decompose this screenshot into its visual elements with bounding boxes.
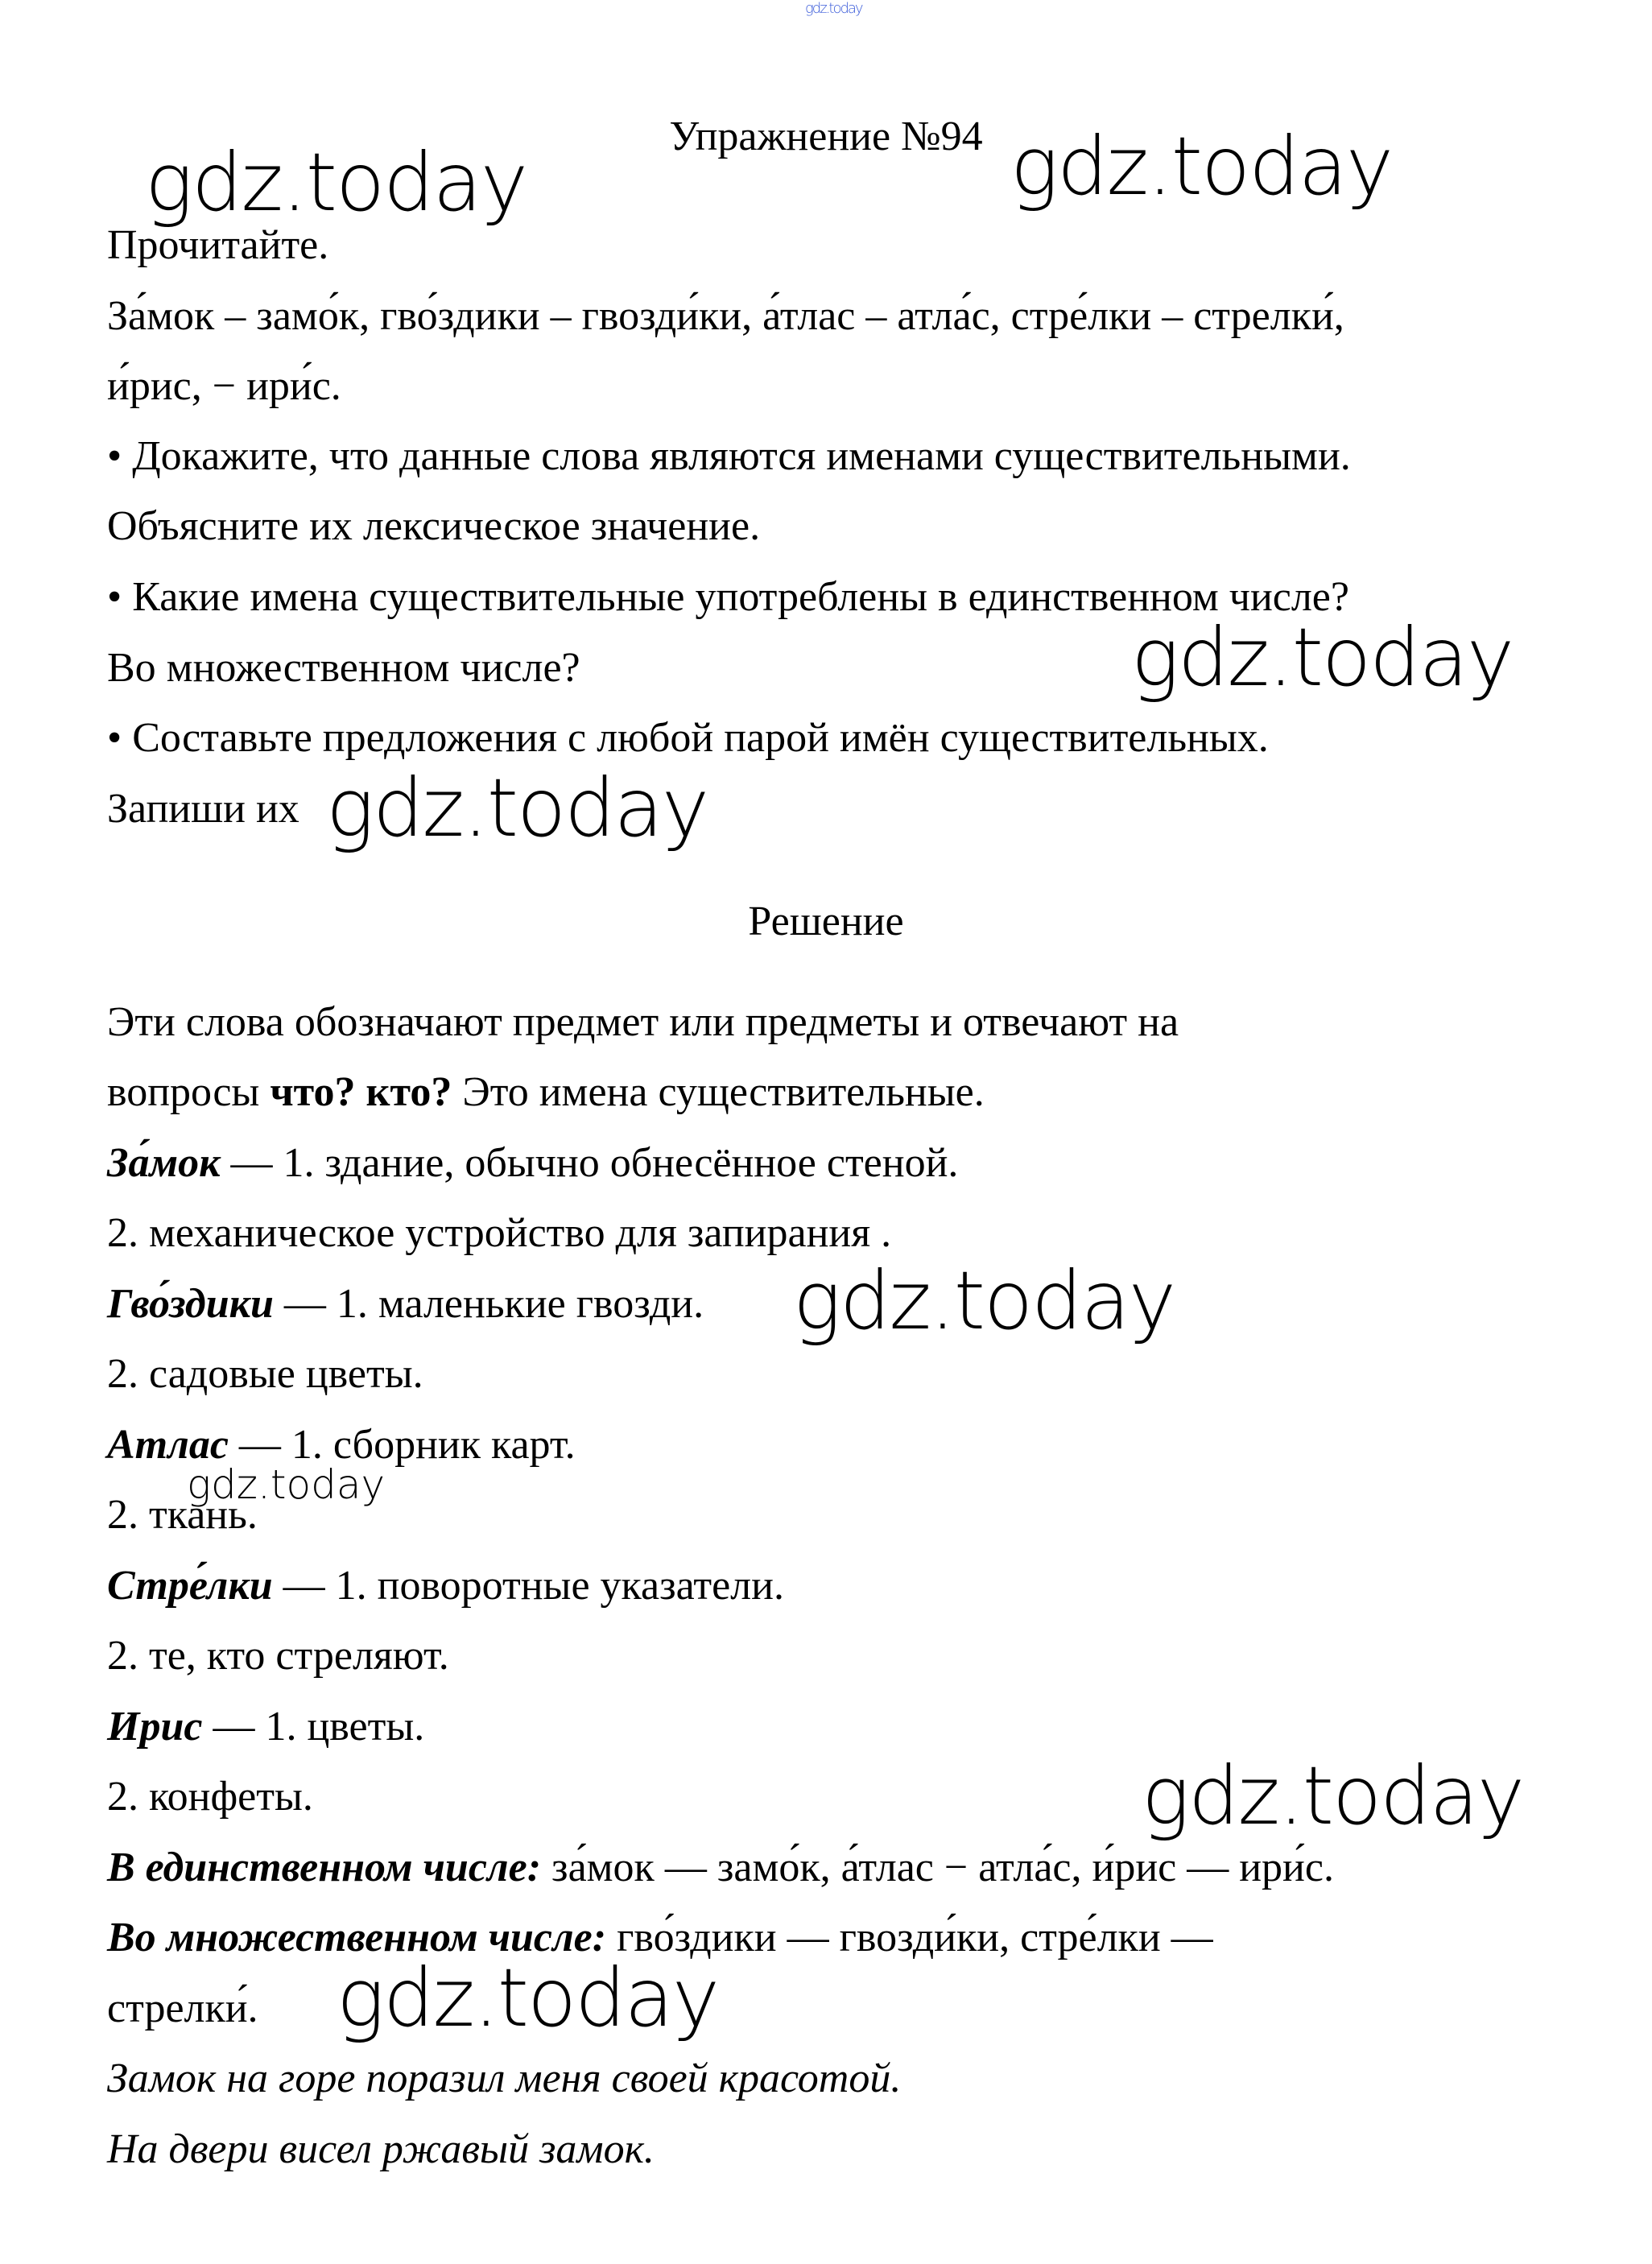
entry-zamok-def2: 2. механическое устройство для запирания . <box>107 1210 892 1256</box>
plural-line2: стрелки́. <box>107 1985 258 2031</box>
plural-line: Во множественном числе: гво́здики — гвозди́ки, стре́лки — <box>107 1915 1213 1960</box>
entry-iris-def2: 2. конфеты. <box>107 1774 313 1820</box>
singular-label: В единственном числе: <box>107 1845 542 1890</box>
watermark: gdz.today <box>1010 119 1393 213</box>
example-sentence-2: На двери висел ржавый замок. <box>107 2126 655 2172</box>
entry-zamok-def1: За́мок — 1. здание, обычно обнесённое стеной. <box>107 1140 959 1186</box>
entry-term: За́мок <box>107 1140 221 1186</box>
entry-strelki-def2: 2. те, кто стреляют. <box>107 1633 449 1679</box>
task-question2-line1: • Какие имена существительные употреблены в единственном числе? <box>107 574 1349 620</box>
solution-heading: Решение <box>748 899 904 944</box>
entry-term: Гво́здики <box>107 1281 274 1327</box>
entry-term: Ирис <box>107 1704 203 1750</box>
singular-line: В единственном числе: за́мок — замо́к, а́тлас − атла́с, и́рис — ири́с. <box>107 1845 1334 1890</box>
watermark: gdz.today <box>187 1461 386 1508</box>
watermark: gdz.today <box>1142 1749 1524 1843</box>
task-question1-line2: Объясните их лексическое значение. <box>107 503 761 549</box>
entry-term: Стре́лки <box>107 1563 273 1609</box>
example-sentence-1: Замок на горе поразил меня своей красотой. <box>107 2055 902 2101</box>
plural-label: Во множественном числе: <box>107 1915 607 1960</box>
page-title: Упражнение №94 <box>669 114 983 159</box>
watermark: gdz.today <box>337 1951 719 2045</box>
watermark: gdz.today <box>1131 610 1514 704</box>
header-watermark: gdz.today <box>805 0 862 17</box>
task-read: Прочитайте. <box>107 222 329 268</box>
task-words-line2: и́рис, − ири́с. <box>107 363 341 409</box>
questions-bold: что? кто? <box>270 1069 452 1115</box>
task-question1-line1: • Докажите, что данные слова являются именами существительными. <box>107 433 1351 479</box>
entry-gvozdiki-def1: Гво́здики — 1. маленькие гвозди. <box>107 1281 704 1327</box>
entry-term: Атлас <box>107 1422 229 1468</box>
entry-atlas-def1: Атлас — 1. сборник карт. <box>107 1422 576 1468</box>
solution-intro-line2: вопросы что? кто? Это имена существительные. <box>107 1069 985 1115</box>
entry-strelki-def1: Стре́лки — 1. поворотные указатели. <box>107 1563 784 1609</box>
entry-iris-def1: Ирис — 1. цветы. <box>107 1704 425 1750</box>
entry-atlas-def2: 2. ткань. <box>107 1492 258 1538</box>
entry-gvozdiki-def2: 2. садовые цветы. <box>107 1351 423 1397</box>
watermark: gdz.today <box>145 135 527 229</box>
task-question3-line2: Запиши их <box>107 786 299 832</box>
task-words-line1: За́мок – замо́к, гво́здики – гвозди́ки, а́тлас – атла́с, стре́лки – стрелки́, <box>107 293 1344 339</box>
watermark: gdz.today <box>326 761 708 855</box>
task-question2-line2: Во множественном числе? <box>107 645 580 691</box>
task-question3-line1: • Составьте предложения с любой парой имён существительных. <box>107 715 1269 761</box>
solution-intro-line1: Эти слова обозначают предмет или предметы и отвечают на <box>107 999 1179 1045</box>
watermark: gdz.today <box>793 1254 1175 1348</box>
